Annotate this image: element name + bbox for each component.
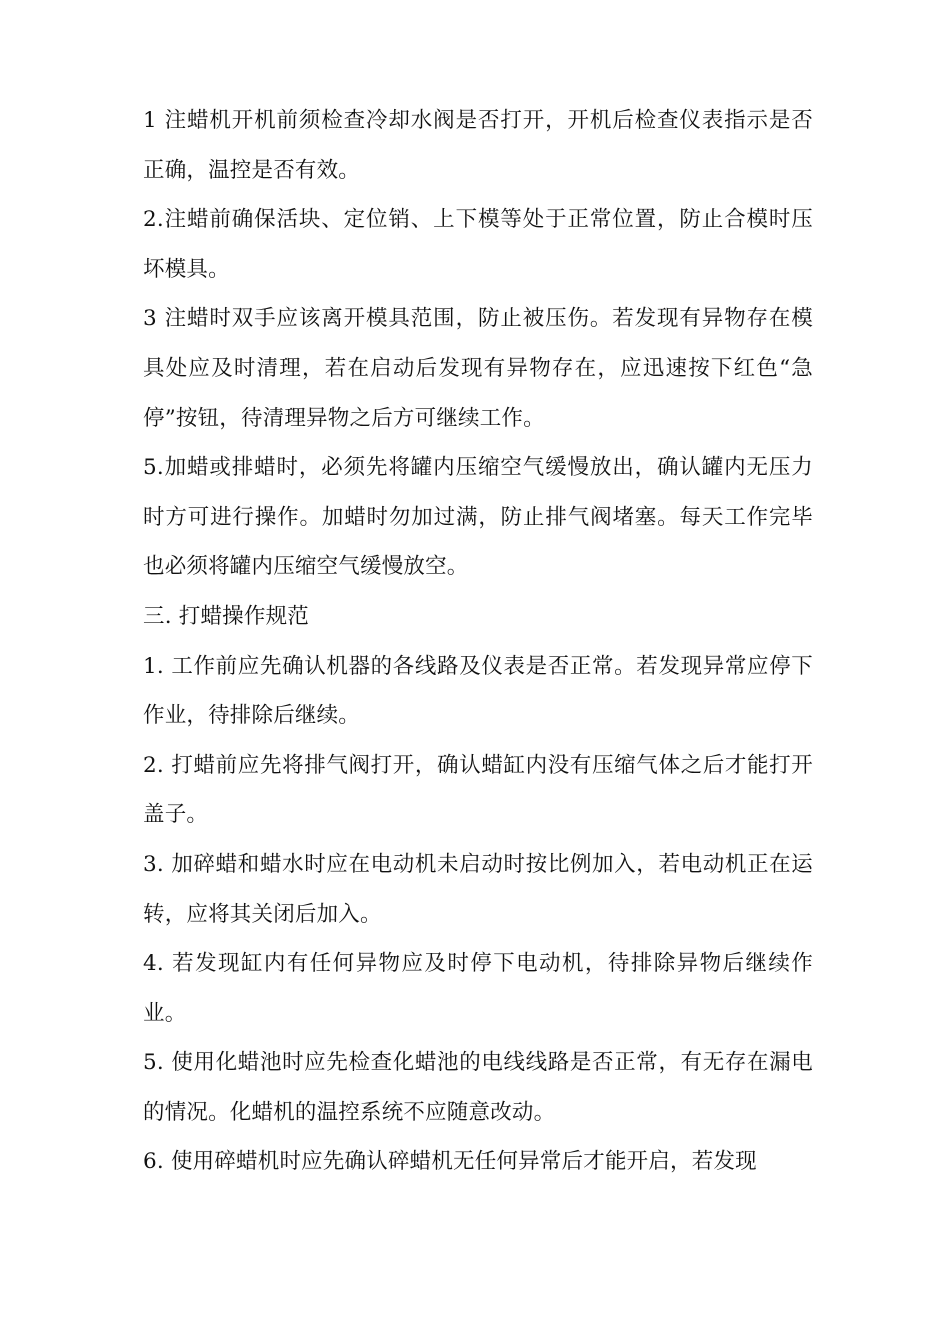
- paragraph-3: 3 注蜡时双手应该离开模具范围，防止被压伤。若发现有异物存在模具处应及时清理，若在启动后发现有异物存在，应迅速按下红色“急停”按钮，待清理异物之后方可继续工作。: [143, 306, 813, 431]
- document-body: [143, 96, 813, 1187]
- waxing-item-3: 3. 加碎蜡和蜡水时应在电动机未启动时按比例加入，若电动机正在运转，应将其关闭后加入。: [143, 851, 813, 927]
- paragraph-5: 5.加蜡或排蜡时，必须先将罐内压缩空气缓慢放出，确认罐内无压力时方可进行操作。加蜡时勿加过满，防止排气阀堵塞。每天工作完毕也必须将罐内压缩空气缓慢放空。: [143, 455, 813, 580]
- waxing-item-1: 1. 工作前应先确认机器的各线路及仪表是否正常。若发现异常应停下作业，待排除后继续。: [143, 653, 813, 729]
- paragraph-2: 2.注蜡前确保活块、定位销、上下模等处于正常位置，防止合模时压坏模具。: [143, 207, 813, 282]
- waxing-item-2: 2. 打蜡前应先将排气阀打开，确认蜡缸内没有压缩气体之后才能打开盖子。: [143, 752, 813, 828]
- waxing-item-4: 4. 若发现缸内有任何异物应及时停下电动机，待排除异物后继续作业。: [143, 951, 813, 1026]
- section-heading-waxing: 三. 打蜡操作规范: [143, 603, 309, 629]
- paragraph-1: 1 注蜡机开机前须检查冷却水阀是否打开，开机后检查仪表指示是否正确，温控是否有效。: [143, 108, 813, 183]
- waxing-item-6: 6. 使用碎蜡机时应先确认碎蜡机无任何异常后才能开启，若发现: [143, 1149, 757, 1175]
- waxing-item-5: 5. 使用化蜡池时应先检查化蜡池的电线线路是否正常，有无存在漏电的情况。化蜡机的温控系统不应随意改动。: [143, 1050, 813, 1125]
